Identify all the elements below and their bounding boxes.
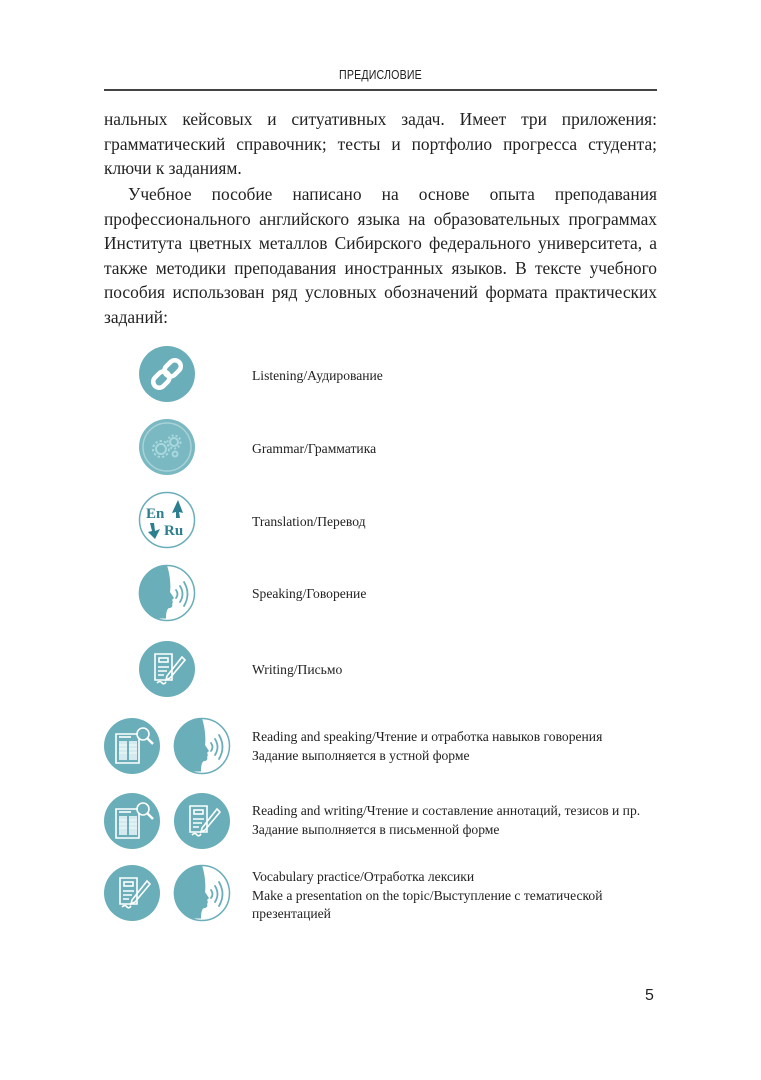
- legend-label: Vocabulary practice/Отработка лексики: [252, 869, 475, 884]
- newspaper-magnifier-icon: [103, 792, 161, 850]
- document-pen-icon: [173, 792, 231, 850]
- legend-label: Writing/Письмо: [252, 662, 343, 677]
- paragraph: нальных кейсовых и ситуативных задач. Имеет три приложения: грамматический справочник; тесты и портфолио прогресса студента; ключи к заданиям.: [104, 109, 657, 178]
- legend-note: Задание выполняется в письменной форме: [252, 821, 500, 837]
- running-head: ПРЕДИСЛОВИЕ: [339, 68, 422, 82]
- en-label: En: [146, 506, 165, 522]
- speaking-head-icon: [173, 717, 231, 775]
- legend-label: Grammar/Грамматика: [252, 441, 377, 456]
- legend-label: Reading and writing/Чтение и составление аннотаций, тезисов и пр.: [252, 803, 641, 818]
- speaking-head-icon: [173, 864, 231, 922]
- legend-label: Listening/Аудирование: [252, 368, 383, 383]
- legend-label: Speaking/Говорение: [252, 586, 367, 601]
- ru-label: Ru: [164, 523, 184, 539]
- en-ru-translation-icon: [138, 491, 196, 549]
- document-pen-icon: [138, 640, 196, 698]
- legend-note: Make a presentation on the topic/Выступление с тематической презентацией: [252, 887, 603, 921]
- gears-icon: [138, 418, 196, 476]
- speaking-head-icon: [138, 564, 196, 622]
- legend-note: Задание выполняется в устной форме: [252, 747, 470, 763]
- page-number: 5: [645, 987, 654, 1004]
- header-rule: [104, 89, 657, 91]
- document-pen-icon: [103, 864, 161, 922]
- legend-label: Reading and speaking/Чтение и отработка навыков говорения: [252, 729, 603, 744]
- link-icon: [138, 345, 196, 403]
- legend-label: Translation/Перевод: [252, 514, 366, 529]
- newspaper-magnifier-icon: [103, 717, 161, 775]
- paragraph: Учебное пособие написано на основе опыта преподавания профессионального английского языка на образовательных программах Института цветных металлов Сибирского федерального университета, а также методики преподавания иностранных языков. В тексте учебного пособия использован ряд условных обозначений формата практических заданий:: [104, 184, 657, 327]
